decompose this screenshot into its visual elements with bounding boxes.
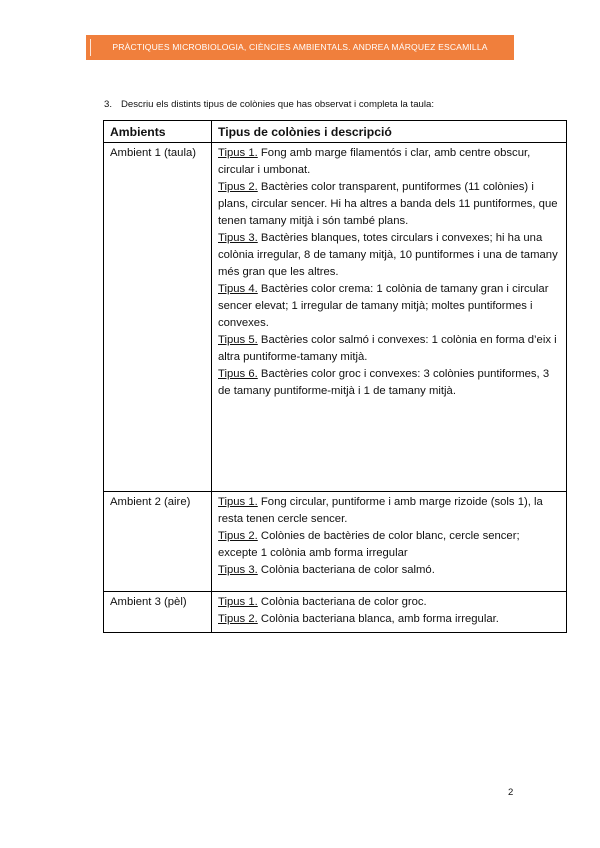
table-header-row — [104, 121, 567, 143]
colony-entry — [218, 528, 560, 562]
tipus-label: Tipus 3. — [218, 232, 258, 244]
table-row — [104, 592, 567, 633]
colonies-table — [103, 120, 567, 633]
tipus-label: Tipus 2. — [218, 613, 258, 625]
colony-entry — [218, 332, 560, 366]
tipus-text: Bactèries color transparent, puntiformes (11 colònies) i plans, circular sencer. Hi ha altres a banda dels 11 puntiformes, que tenen tamany mitjà i són també plans. — [218, 181, 558, 227]
tipus-label: Tipus 1. — [218, 596, 258, 608]
tipus-label: Tipus 1. — [218, 147, 258, 159]
tipus-label: Tipus 2. — [218, 530, 258, 542]
colony-entry — [218, 230, 560, 281]
colony-entry — [218, 281, 560, 332]
description-cell — [212, 492, 567, 592]
question-number: 3. — [104, 99, 113, 110]
tipus-text: Bactèries blanques, totes circulars i convexes; hi ha una colònia irregular, 8 de tamany mitjà, 10 puntiformes i una de tamany més gran que les altres. — [218, 232, 558, 278]
description-cell — [212, 143, 567, 492]
description-cell — [212, 592, 567, 633]
colony-entry — [218, 562, 560, 579]
tipus-text: Colònia bacteriana blanca, amb forma irregular. — [257, 613, 499, 625]
colony-entry — [218, 594, 560, 611]
column-header-ambients: Ambients — [104, 121, 212, 143]
page-number: 2 — [508, 787, 514, 798]
tipus-text: Colònies de bactèries de color blanc, cercle sencer; excepte 1 colònia amb forma irregular — [218, 530, 520, 559]
tipus-label: Tipus 3. — [218, 564, 258, 576]
tipus-text: Bactèries color crema: 1 colònia de tamany gran i circular sencer elevat; 1 irregular de tamany mitjà; moltes puntiformes i convexes. — [218, 283, 549, 329]
colony-entry — [218, 179, 560, 230]
column-header-tipus: Tipus de colònies i descripció — [212, 121, 567, 143]
tipus-text: Bactèries color groc i convexes: 3 colònies puntiformes, 3 de tamany puntiforme-mitjà i 1 de tamany mitjà. — [218, 368, 550, 397]
tipus-text: Colònia bacteriana de color groc. — [257, 596, 427, 608]
colony-entry — [218, 611, 560, 628]
tipus-label: Tipus 6. — [218, 368, 258, 380]
tipus-label: Tipus 5. — [218, 334, 258, 346]
tipus-text: Fong circular, puntiforme i amb marge rizoide (sols 1), la resta tenen cercle sencer. — [218, 496, 543, 525]
colony-entry — [218, 145, 560, 179]
page-header — [86, 35, 514, 60]
ambient-cell: Ambient 3 (pèl) — [104, 592, 212, 633]
tipus-text: Fong amb marge filamentós i clar, amb centre obscur, circular i umbonat. — [218, 147, 531, 176]
colony-entry — [218, 366, 560, 400]
tipus-label: Tipus 1. — [218, 496, 258, 508]
colony-entry — [218, 494, 560, 528]
question — [104, 99, 434, 110]
ambient-cell: Ambient 1 (taula) — [104, 143, 212, 492]
tipus-text: Colònia bacteriana de color salmó. — [257, 564, 435, 576]
table-row — [104, 143, 567, 492]
tipus-label: Tipus 2. — [218, 181, 258, 193]
header-title: PRÀCTIQUES MICROBIOLOGIA, CIÈNCIES AMBIENTALS. ANDREA MÁRQUEZ ESCAMILLA — [112, 42, 488, 52]
tipus-label: Tipus 4. — [218, 283, 258, 295]
question-text: Descriu els distints tipus de colònies que has observat i completa la taula: — [121, 99, 435, 110]
table-row — [104, 492, 567, 592]
tipus-text: Bactèries color salmó i convexes: 1 colònia en forma d’eix i altra puntiforme-tamany mitjà. — [218, 334, 557, 363]
ambient-cell: Ambient 2 (aire) — [104, 492, 212, 592]
